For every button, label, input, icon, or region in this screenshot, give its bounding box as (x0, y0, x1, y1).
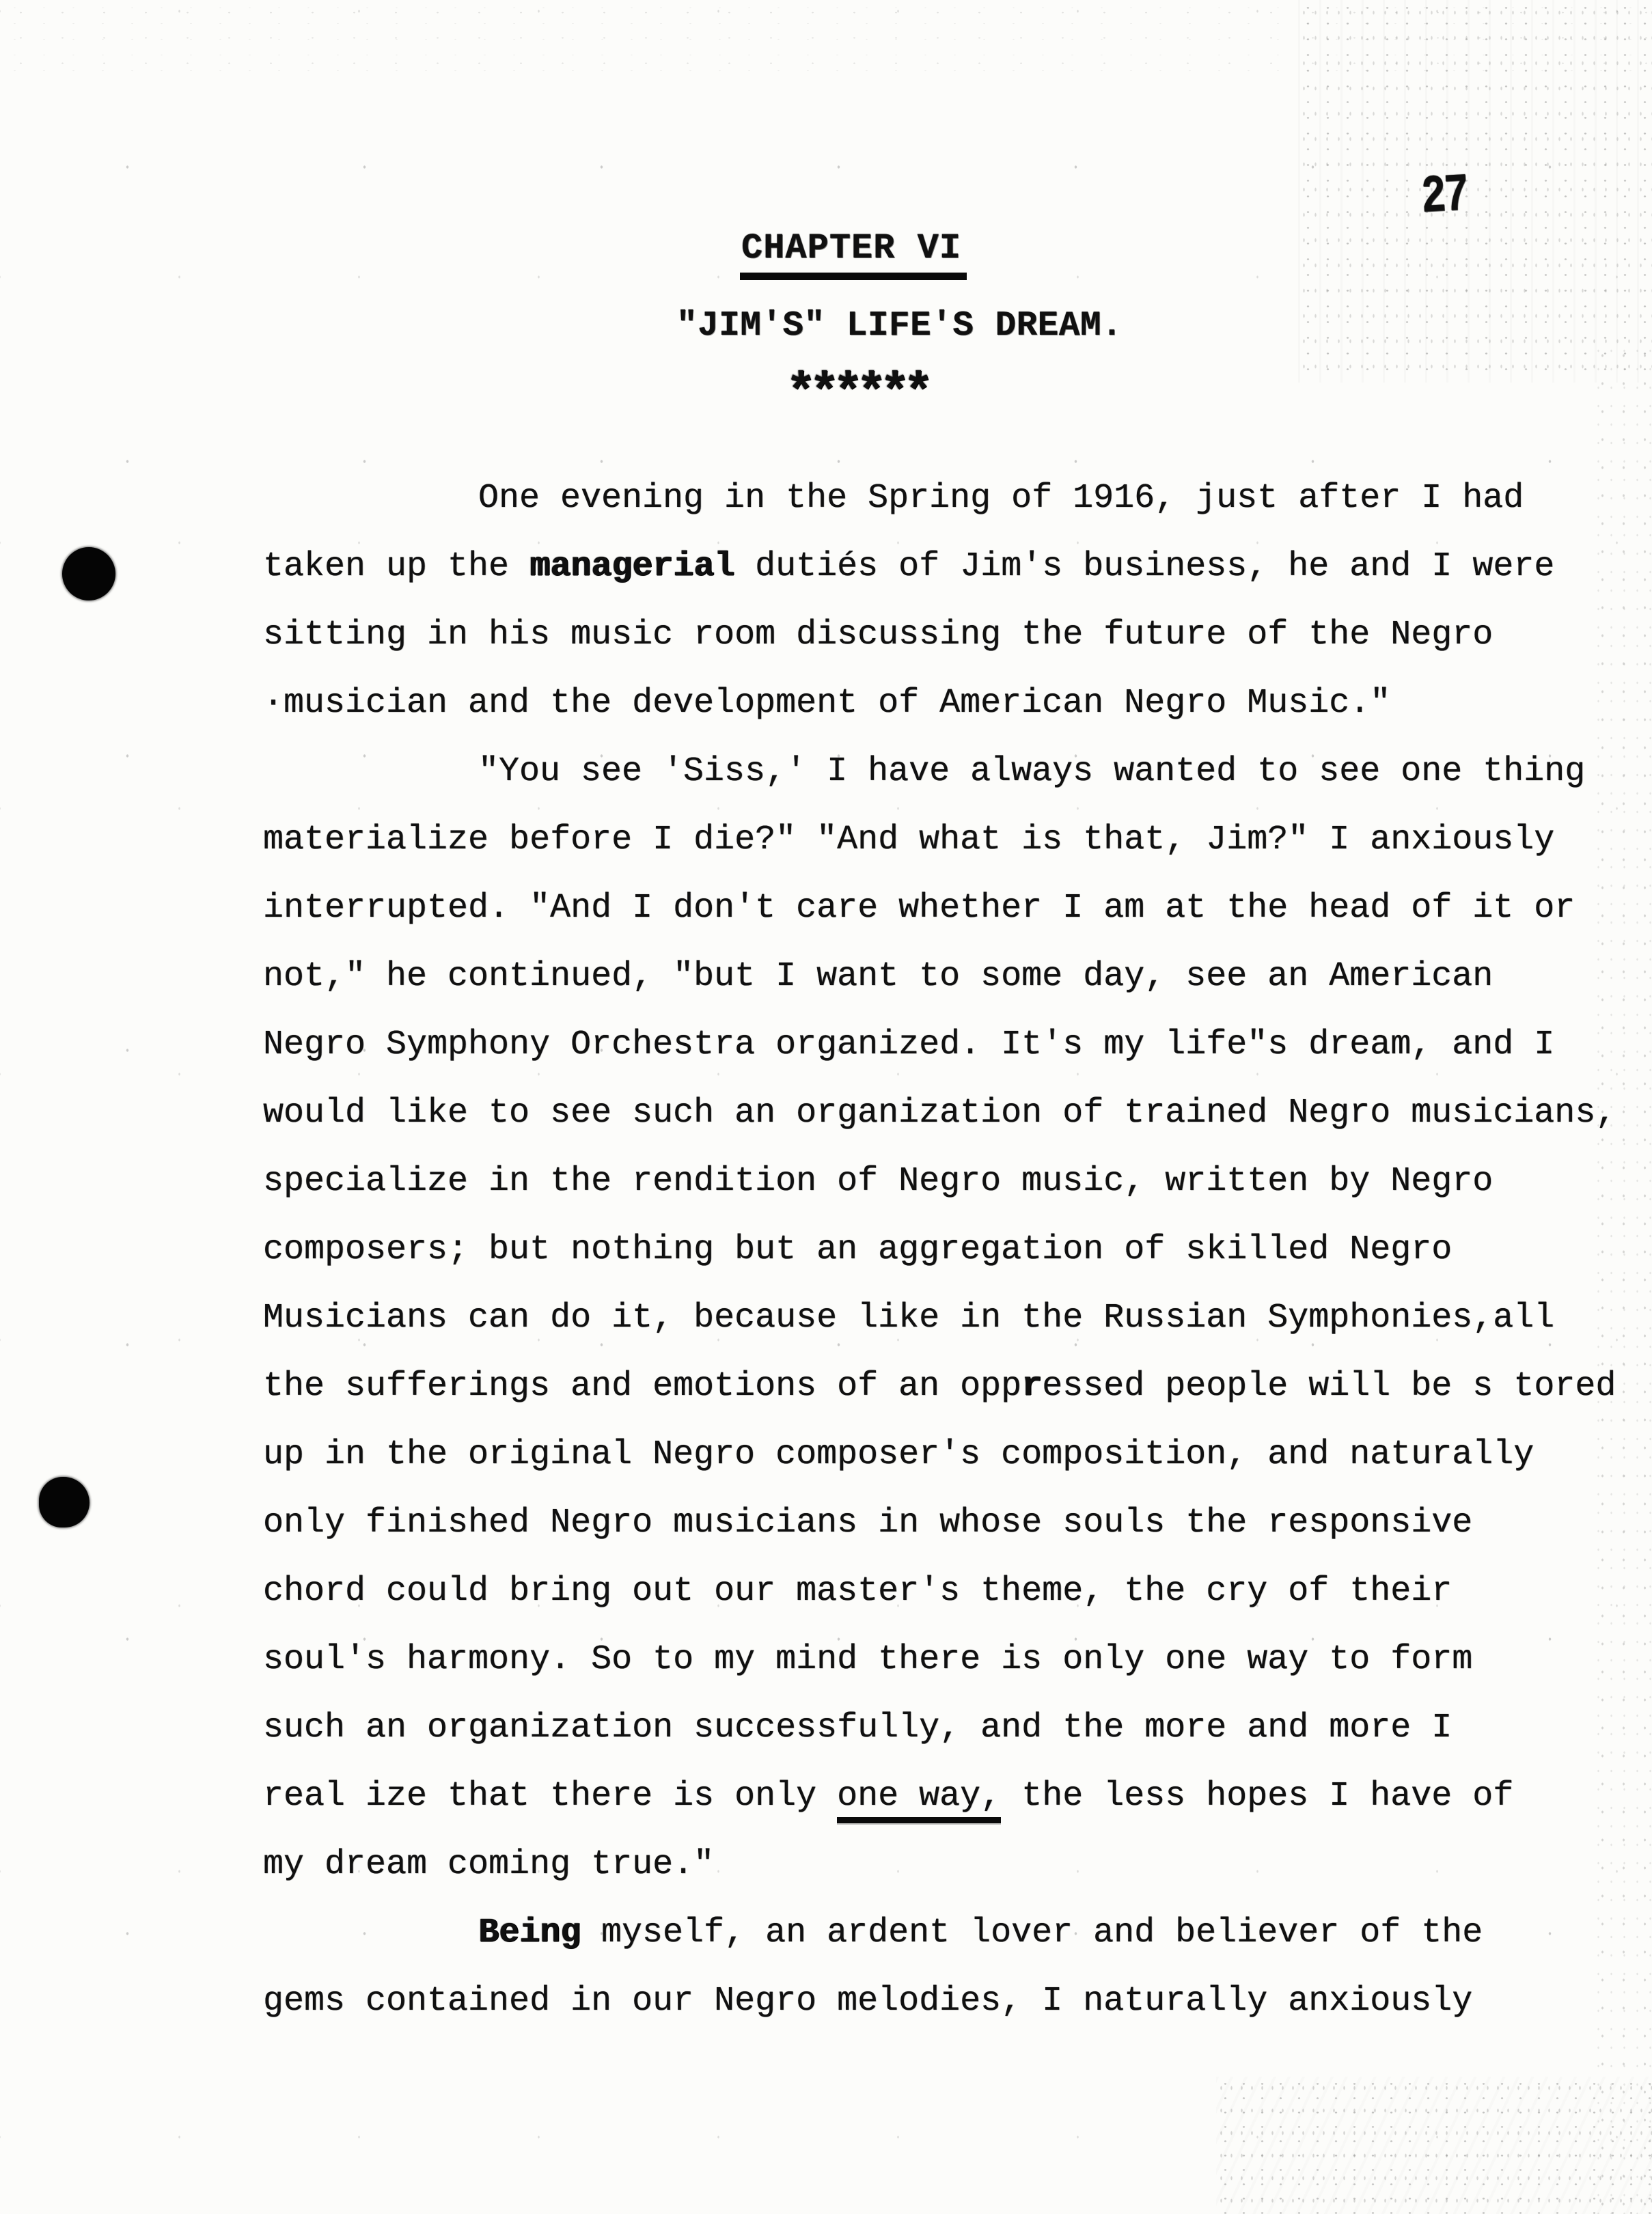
text-run: One evening in the Spring of 1916, just after I had (478, 479, 1524, 518)
body-text (263, 465, 1636, 2036)
text-line (263, 601, 1636, 669)
text-line (263, 669, 1636, 738)
text-run: real ize that there is only (263, 1777, 838, 1816)
text-run: not," he continued, "but I want to some day, see an American (263, 957, 1493, 996)
text-run: such an organization successfully, and the more and more I (263, 1708, 1453, 1747)
text-run: only finished Negro musicians in whose souls the responsive (263, 1504, 1473, 1542)
text-line (263, 1216, 1636, 1284)
text-run: interrupted. "And I don't care whether I am at the head of it or (263, 889, 1575, 928)
chapter-subtitle: "JIM'S" LIFE'S DREAM. (676, 307, 1123, 346)
text-run: up in the original Negro composer's composition, and naturally (263, 1435, 1534, 1474)
text-line (263, 1079, 1636, 1148)
text-run: "You see 'Siss,' I have always wanted to see one thing (478, 752, 1586, 791)
text-run: specialize in the rendition of Negro music, written by Negro (263, 1162, 1493, 1201)
text-run: Musicians can do it, because like in the Russian Symphonies,all (263, 1299, 1555, 1338)
text-run: essed people will be s tored (1042, 1367, 1616, 1406)
text-line (263, 1489, 1636, 1558)
text-line (263, 1011, 1636, 1079)
text-line (263, 1284, 1636, 1353)
text-line (263, 1762, 1636, 1831)
text-run: one way, (837, 1777, 1001, 1823)
text-line (263, 1558, 1636, 1626)
text-run: materialize before I die?" "And what is that, Jim?" I anxiously (263, 820, 1555, 859)
text-line (263, 806, 1636, 874)
text-run: Being (478, 1913, 581, 1952)
text-run: taken up the (263, 547, 530, 586)
text-run: composers; but nothing but an aggregation of skilled Negro (263, 1230, 1453, 1269)
text-line (263, 1626, 1636, 1694)
hole-punch-top (62, 547, 115, 600)
text-run: Negro Symphony Orchestra organized. It's my life"s dream, and I (263, 1025, 1555, 1064)
text-run: gems contained in our Negro melodies, I naturally anxiously (263, 1982, 1473, 2021)
text-line (263, 1831, 1636, 1899)
text-run: r (1021, 1367, 1043, 1406)
text-run: the less hopes I have of (1001, 1777, 1514, 1816)
scan-noise-bottom-right (1216, 2077, 1652, 2214)
text-run: myself, an ardent lover and believer of the (581, 1913, 1483, 1952)
page-number: 27 (1420, 165, 1469, 228)
text-line (263, 533, 1636, 601)
text-run: would like to see such an organization of trained Negro musicians, (263, 1094, 1616, 1133)
text-run: dutiés of Jim's business, he and I were (734, 547, 1555, 586)
hole-punch-bottom (39, 1477, 90, 1527)
text-line (263, 943, 1636, 1011)
text-line (263, 874, 1636, 943)
asterisk-divider: ****** (786, 365, 927, 423)
text-run: chord could bring out our master's theme, the cry of their (263, 1572, 1453, 1611)
scan-noise-top-right (1298, 0, 1652, 383)
text-run: soul's harmony. So to my mind there is only one way to form (263, 1640, 1473, 1679)
text-line (263, 1694, 1636, 1762)
text-line (263, 1148, 1636, 1216)
text-line (263, 1421, 1636, 1489)
text-line (263, 1899, 1636, 1967)
text-run: managerial (529, 547, 735, 586)
scan-noise-top (0, 0, 1652, 82)
text-line (263, 465, 1636, 533)
text-line (263, 738, 1636, 806)
text-line (263, 1353, 1636, 1421)
chapter-heading-text: CHAPTER VI (740, 231, 967, 280)
text-run: my dream coming true." (263, 1845, 715, 1884)
text-run: the sufferings and emotions of an opp (263, 1367, 1022, 1406)
text-run: ·musician and the development of American Negro Music." (263, 684, 1391, 723)
chapter-heading (741, 228, 967, 280)
text-line (263, 1967, 1636, 2036)
text-run: sitting in his music room discussing the future of the Negro (263, 615, 1493, 654)
